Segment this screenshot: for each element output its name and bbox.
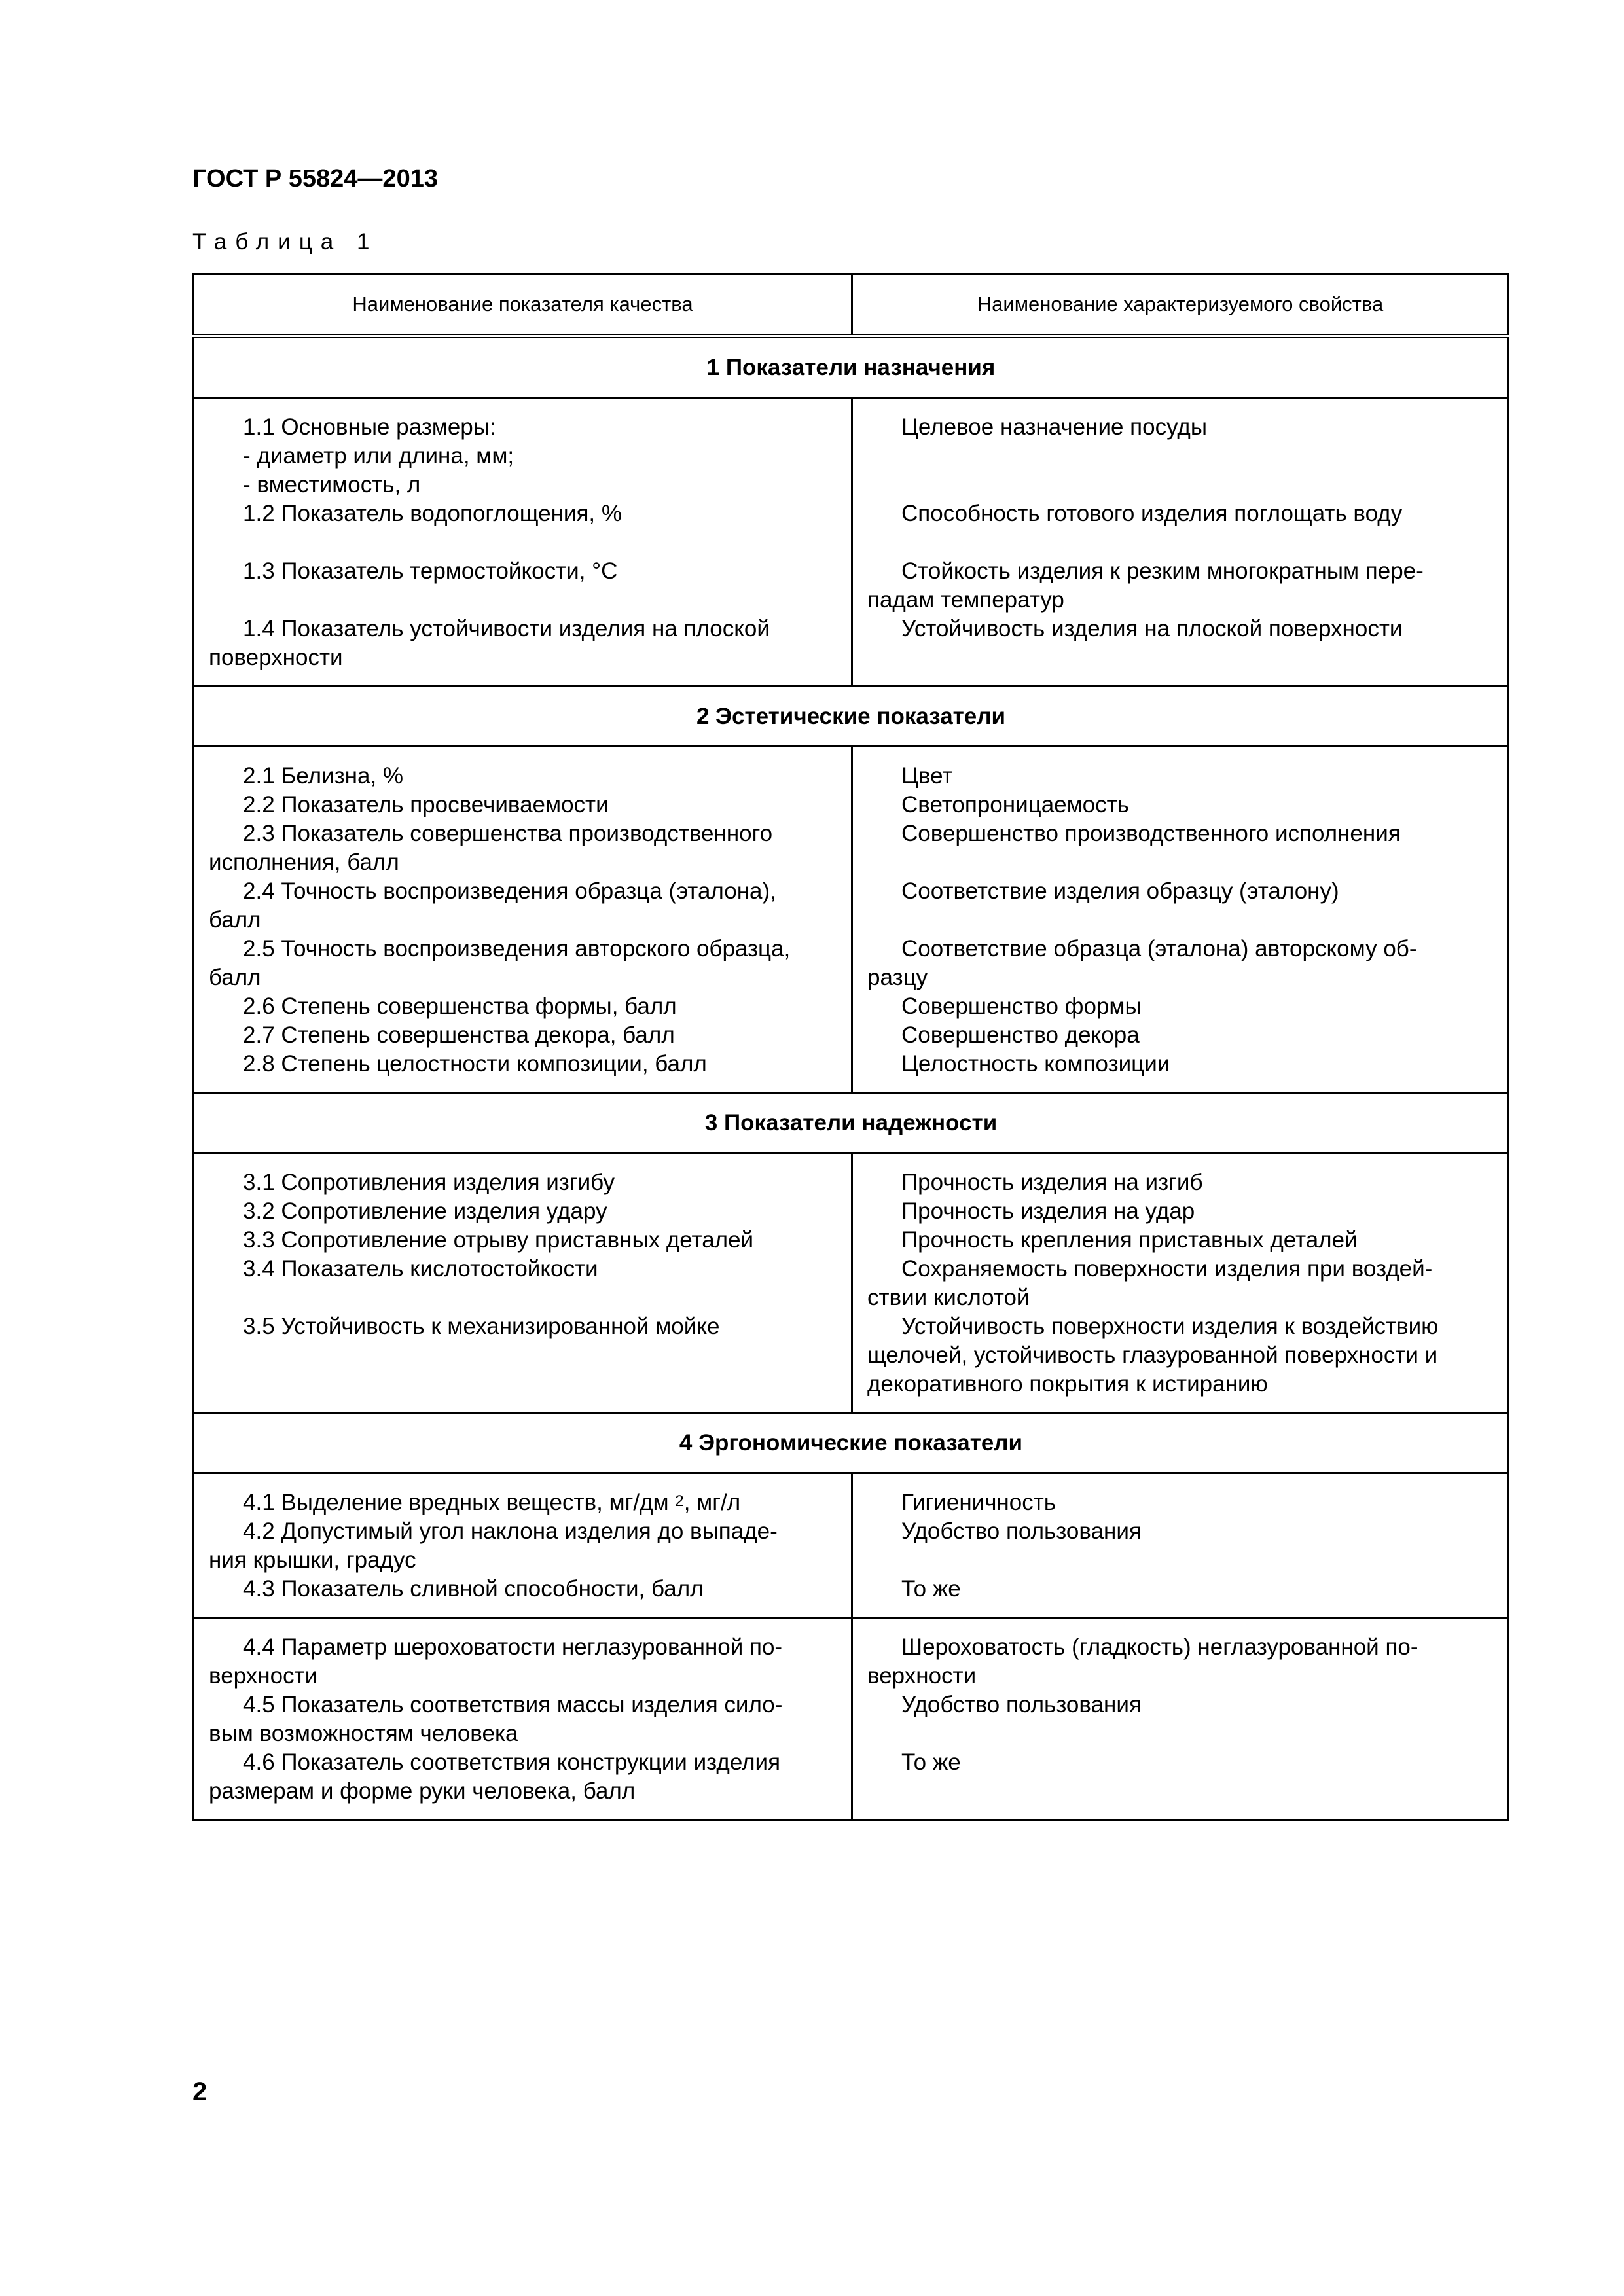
property-line: ствии кислотой <box>867 1285 1030 1310</box>
indicator-line: 2.1 Белизна, % <box>243 763 404 789</box>
property-cell <box>852 1473 1509 1618</box>
indicator-line: 2.7 Степень совершенства декора, балл <box>243 1022 675 1048</box>
property-line: Прочность изделия на удар <box>901 1198 1195 1224</box>
indicator-line: 2.3 Показатель совершенства производственного <box>243 821 773 846</box>
indicator-line: - диаметр или длина, мм; <box>243 443 514 469</box>
property-line: Устойчивость поверхности изделия к воздействию <box>901 1314 1439 1339</box>
indicator-line: вым возможностям человека <box>209 1721 518 1746</box>
indicator-line: 2.8 Степень целостности композиции, балл <box>243 1051 707 1077</box>
indicator-cell <box>194 1473 852 1618</box>
indicator-line <box>209 1488 837 1517</box>
spacer-line <box>867 848 1493 877</box>
property-line: щелочей, устойчивость глазурованной поверхности и <box>867 1342 1438 1368</box>
spacer-line <box>867 906 1493 935</box>
property-line: Целостность композиции <box>901 1051 1170 1077</box>
spacer-line <box>867 442 1493 471</box>
indicator-line: 3.4 Показатель кислотостойкости <box>243 1256 598 1282</box>
table-row <box>194 1618 1509 1820</box>
indicator-line: 4.6 Показатель соответствия конструкции изделия <box>243 1749 781 1775</box>
spacer-line <box>209 1283 837 1312</box>
indicator-line: 3.5 Устойчивость к механизированной мойке <box>243 1314 720 1339</box>
spacer-line <box>867 528 1493 557</box>
property-line: Устойчивость изделия на плоской поверхности <box>901 616 1403 641</box>
property-line: Удобство пользования <box>901 1518 1142 1544</box>
indicator-line: 3.3 Сопротивление отрыву приставных деталей <box>243 1227 754 1253</box>
indicator-cell <box>194 1153 852 1413</box>
property-line: Сохраняемость поверхности изделия при воздей- <box>901 1256 1433 1282</box>
spacer-line <box>867 1546 1493 1575</box>
property-line: Светопроницаемость <box>901 792 1129 817</box>
spacer-line <box>209 1370 837 1399</box>
property-cell <box>852 1153 1509 1413</box>
indicator-line: поверхности <box>209 645 343 670</box>
indicator-cell <box>194 1618 852 1820</box>
property-line: Стойкость изделия к резким многократным пере- <box>901 558 1424 584</box>
indicator-line: 4.4 Параметр шероховатости неглазурованной по- <box>243 1634 783 1660</box>
indicator-line: 1.1 Основные размеры: <box>243 414 496 440</box>
indicator-line: 4.5 Показатель соответствия массы изделия сило- <box>243 1692 783 1717</box>
property-line: верхности <box>867 1663 977 1689</box>
property-line: Совершенство формы <box>901 994 1142 1019</box>
table-row <box>194 1473 1509 1618</box>
indicator-line: верхности <box>209 1663 318 1689</box>
property-line: декоративного покрытия к истиранию <box>867 1371 1268 1397</box>
property-line: Соответствие образца (эталона) авторскому об- <box>901 936 1417 961</box>
superscript-exponent: 2 <box>675 1492 684 1510</box>
indicator-line: 3.2 Сопротивление изделия удару <box>243 1198 607 1224</box>
section-title: 2 Эстетические показатели <box>194 687 1509 747</box>
indicator-line: 1.4 Показатель устойчивости изделия на плоской <box>243 616 770 641</box>
table-caption: Таблица 1 <box>192 229 378 255</box>
indicator-line: 1.2 Показатель водопоглощения, % <box>243 501 622 526</box>
indicator-unit-suffix: , мг/л <box>683 1490 741 1515</box>
col-header-property: Наименование характеризуемого свойства <box>852 274 1509 336</box>
quality-indicators-table <box>192 273 1509 1821</box>
property-line: Соответствие изделия образцу (эталону) <box>901 878 1339 904</box>
col-header-indicator: Наименование показателя качества <box>194 274 852 336</box>
spacer-line <box>209 1341 837 1370</box>
table-row <box>194 747 1509 1093</box>
table-row <box>194 1153 1509 1413</box>
indicator-cell <box>194 398 852 687</box>
property-line: Прочность изделия на изгиб <box>901 1170 1203 1195</box>
indicator-line: исполнения, балл <box>209 850 399 875</box>
spacer-line <box>867 471 1493 499</box>
indicator-line: - вместимость, л <box>243 472 421 497</box>
section-row <box>194 1413 1509 1473</box>
property-line: Удобство пользования <box>901 1692 1142 1717</box>
indicator-line: ния крышки, градус <box>209 1547 416 1573</box>
indicator-line: 2.6 Степень совершенства формы, балл <box>243 994 677 1019</box>
standard-code: ГОСТ Р 55824—2013 <box>192 165 438 192</box>
property-line: Шероховатость (гладкость) неглазурованной по- <box>901 1634 1418 1660</box>
property-line: разцу <box>867 965 928 990</box>
property-line: Способность готового изделия поглощать воду <box>901 501 1403 526</box>
property-line: Гигиеничность <box>901 1490 1056 1515</box>
property-line: Совершенство производственного исполнения <box>901 821 1401 846</box>
property-line: То же <box>901 1576 961 1602</box>
indicator-line: 2.2 Показатель просвечиваемости <box>243 792 609 817</box>
property-cell <box>852 1618 1509 1820</box>
property-cell <box>852 398 1509 687</box>
property-cell <box>852 747 1509 1093</box>
table-header-row <box>194 274 1509 336</box>
property-line: Целевое назначение посуды <box>901 414 1208 440</box>
indicator-line: 4.3 Показатель сливной способности, балл <box>243 1576 704 1602</box>
property-line: Цвет <box>901 763 953 789</box>
spacer-line <box>209 528 837 557</box>
property-line: То же <box>901 1749 961 1775</box>
table-row <box>194 398 1509 687</box>
indicator-cell <box>194 747 852 1093</box>
indicator-text: 4.1 Выделение вредных веществ, мг/дм <box>243 1490 669 1515</box>
section-row <box>194 1093 1509 1153</box>
property-line: Прочность крепления приставных деталей <box>901 1227 1358 1253</box>
page-number: 2 <box>192 2077 208 2106</box>
section-title: 1 Показатели назначения <box>194 336 1509 398</box>
section-title: 4 Эргономические показатели <box>194 1413 1509 1473</box>
indicator-line: 2.4 Точность воспроизведения образца (эталона), <box>243 878 776 904</box>
indicator-line: 3.1 Сопротивления изделия изгибу <box>243 1170 615 1195</box>
property-line: Совершенство декора <box>901 1022 1140 1048</box>
section-row <box>194 687 1509 747</box>
spacer-line <box>209 586 837 615</box>
section-title: 3 Показатели надежности <box>194 1093 1509 1153</box>
section-row <box>194 336 1509 398</box>
indicator-line: балл <box>209 907 261 933</box>
property-line: падам температур <box>867 587 1064 613</box>
indicator-line: 2.5 Точность воспроизведения авторского образца, <box>243 936 791 961</box>
spacer-line <box>867 1777 1493 1806</box>
spacer-line <box>867 1719 1493 1748</box>
indicator-line: балл <box>209 965 261 990</box>
indicator-line: 4.2 Допустимый угол наклона изделия до выпаде- <box>243 1518 778 1544</box>
indicator-line: 1.3 Показатель термостойкости, °С <box>243 558 618 584</box>
indicator-line: размерам и форме руки человека, балл <box>209 1778 636 1804</box>
